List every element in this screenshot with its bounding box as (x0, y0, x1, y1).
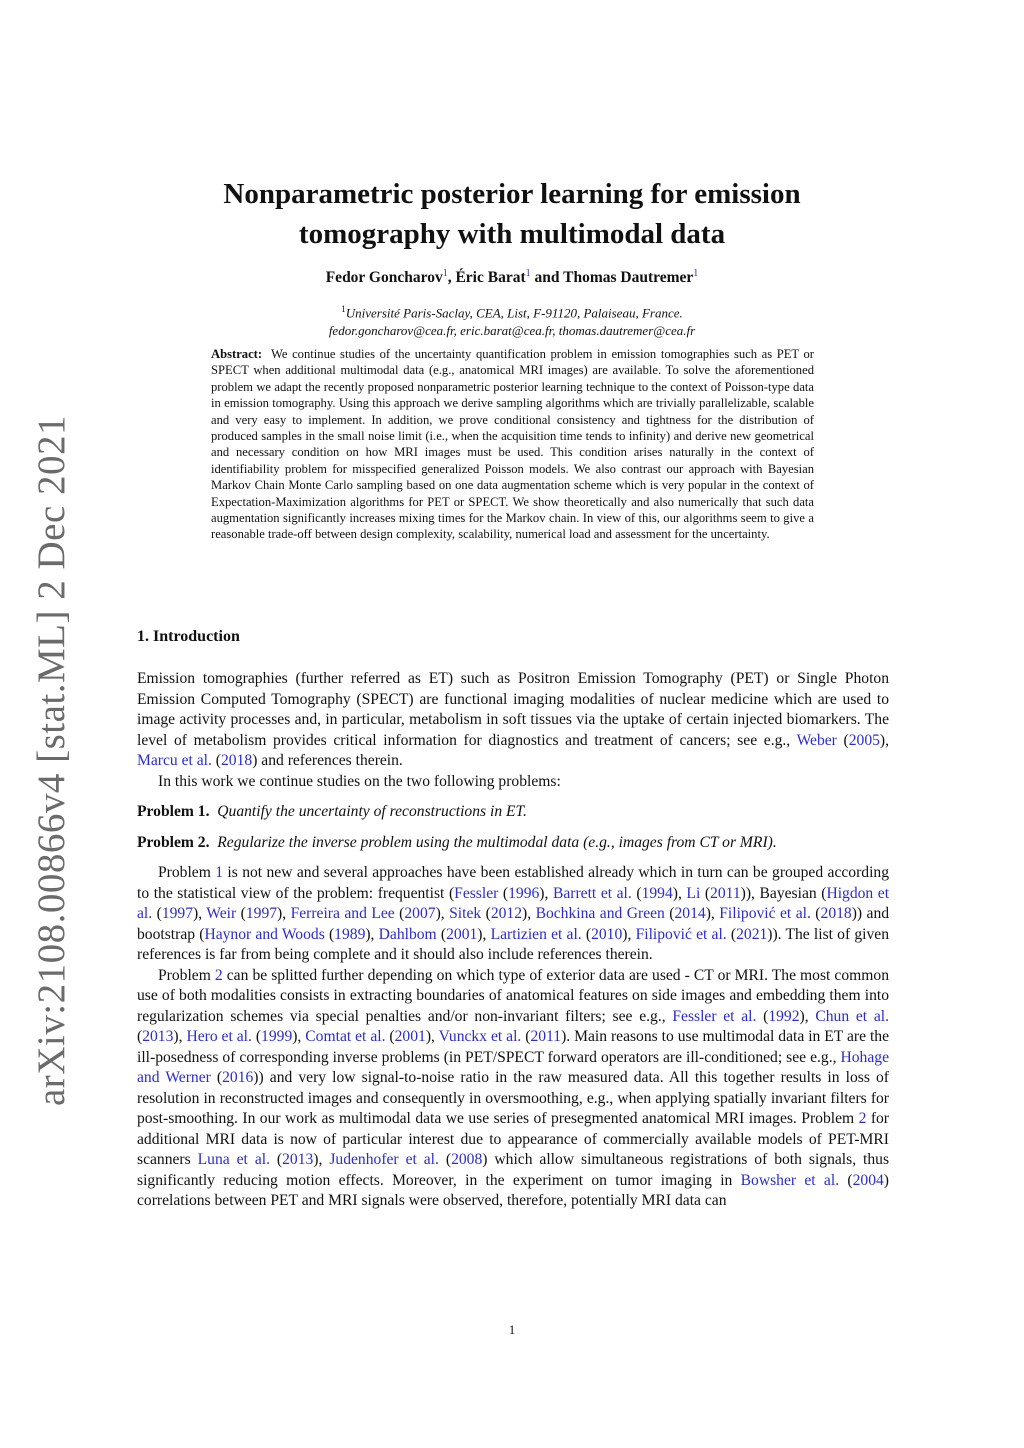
citation-link[interactable]: Barrett et al. (552, 884, 632, 902)
text-run: is not new and several approaches have been established already which in turn can be grouped according to the statistical view of the problem: frequentist ( (137, 864, 889, 902)
citation-link[interactable]: Hohage and Werner (137, 1048, 889, 1086)
citation-link[interactable]: 1996 (508, 884, 540, 902)
citation-link[interactable]: 2012 (490, 905, 523, 922)
text-run: ), (435, 905, 450, 922)
author-1: Fedor Goncharov (325, 269, 443, 287)
text-run: ( (394, 905, 405, 922)
paragraph-1 (137, 669, 889, 772)
text-run: ( (810, 905, 821, 922)
text-run: Emission tomographies (further referred as ET) such as Positron Emission Tomography (PET) or Single Photon Emission Computed Tomography (SPECT) are functional imaging modalities of nuclear medicine which are used to image activity processes and, in particular, metabolism in soft tissues via the uptake of certain injected biomarkers. The level of metabolism provides critical information for diagnostics and treatment of cancers; see e.g., (137, 670, 889, 749)
paragraph-3 (137, 863, 889, 966)
text-run: ), (365, 925, 379, 943)
affiliation (120, 300, 904, 340)
problem-reference-link[interactable]: 2 (214, 966, 223, 984)
text-run: ( (664, 905, 675, 922)
author-2: Éric Barat (455, 269, 526, 287)
text-run: ), (173, 1028, 187, 1045)
problem-reference-link[interactable]: 2 (858, 1110, 867, 1127)
text-run: )) and very low signal-to-noise ratio in the raw measured data. All this together results in loss of resolution in reconstructed images and consequently in oversmoothing, e.g., when applying spatially invariant filters for post-smoothing. In our work as multimodal data we use series of presegmented anatomical MRI images. Problem (137, 1069, 889, 1127)
text-run: ( (385, 1028, 395, 1045)
text-run: ( (211, 752, 221, 769)
citation-link[interactable]: Comtat et al. (305, 1028, 386, 1045)
problem-2-text: Regularize the inverse problem using the multimodal data (e.g., images from CT or MRI). (217, 833, 777, 851)
citation-link[interactable]: 2021 (736, 925, 768, 943)
problem-2-label: Problem 2. (137, 833, 210, 851)
citation-link[interactable]: Bowsher et al. (740, 1171, 840, 1189)
text-run: ( (324, 925, 335, 943)
affiliation-marker: 1 (341, 304, 346, 314)
citation-link[interactable]: Higdon et al. (137, 884, 890, 922)
arxiv-identifier: arXiv:2108.00866v4 [stat.ML] 2 Dec 2021 (30, 414, 74, 1106)
citation-link[interactable]: 2007 (404, 905, 436, 922)
text-run: ( (726, 925, 737, 943)
text-run: ), (879, 731, 890, 749)
author-list (120, 268, 904, 287)
citation-link[interactable]: Lartizien et al. (490, 925, 582, 943)
text-run: ( (152, 905, 162, 922)
paper-title (120, 174, 904, 254)
citation-link[interactable]: Bochkina and Green (535, 905, 665, 922)
author-2-affil[interactable]: 1 (525, 268, 531, 279)
citation-link[interactable]: 1989 (334, 925, 366, 943)
text-run: ), (313, 1151, 330, 1168)
text-run: ), (705, 905, 720, 922)
text-run: ( (521, 1028, 531, 1045)
problem-reference-link[interactable]: 1 (215, 864, 224, 881)
text-run: can be splitted further depending on which type of exterior data are used - CT or MRI. The most common use of both modalities consists in extracting boundaries of anatomical features on side images and embedding them into regularization schemes via special penalties and/or non-invariant filters; see e.g., (137, 966, 889, 1025)
paragraph-2: In this work we continue studies on the two following problems: (158, 772, 561, 790)
citation-link[interactable]: Weber (796, 731, 837, 749)
text-run: ( (269, 1151, 283, 1168)
text-run: Problem (158, 864, 216, 881)
author-1-affil[interactable]: 1 (442, 268, 448, 279)
citation-link[interactable]: Dahlbom (378, 925, 437, 943)
citation-link[interactable]: Chun et al. (815, 1007, 889, 1025)
problem-1-text: Quantify the uncertainty of reconstructions in ET. (217, 803, 527, 820)
citation-link[interactable]: 1992 (768, 1007, 800, 1025)
problem-1 (137, 802, 889, 823)
citation-link[interactable]: Ferreira and Lee (290, 905, 395, 922)
citation-link[interactable]: 2013 (282, 1151, 314, 1168)
affiliation-emails: fedor.goncharov@cea.fr, eric.barat@cea.fr, thomas.dautremer@cea.fr (328, 323, 696, 339)
text-run: ( (481, 905, 491, 922)
text-run: ), (799, 1007, 816, 1025)
text-run: ), (522, 905, 536, 922)
text-run: ), (672, 884, 687, 902)
text-run: ), (477, 925, 491, 943)
problem-2 (137, 833, 889, 854)
abstract (211, 346, 814, 543)
problem-1-label: Problem 1. (137, 803, 210, 820)
citation-link[interactable]: 2011 (530, 1028, 562, 1045)
text-run: )), Bayesian ( (740, 884, 827, 902)
abstract-text: We continue studies of the uncertainty quantification problem in emission tomographies such as PET or SPECT when additional multimodal data (e.g., anatomical MRI images) are available. To solve the aforementioned problem we adapt the recently proposed nonparametric posterior learning technique to the context of Poisson-type data in emission tomography. Using this approach we derive sampling algorithms which are trivially parallelizable, scalable and very easy to implement. In addition, we prove conditional consistency and tightness for the distribution of produced samples in the small noise limit (i.e., when the acquisition time tends to infinity) and derive new geometrical and necessary condition on how MRI images must be used. This condition arises naturally in the context of identifiability problem for misspecified generalized Poisson models. We also contrast our approach with Bayesian Markov Chain Monte Carlo sampling based on one data augmentation scheme which is very popular in the context of Expectation-Maximization algorithms for PET or SPECT. We show theoretically and also numerically that such data augmentation significantly increases mixing times for the Markov chain. In view of this, our algorithms seem to give a reasonable trade-off between design complexity, scalability, numerical load and assessment for the uncertainty. (211, 347, 814, 542)
citation-link[interactable]: 2008 (451, 1151, 483, 1168)
text-run: ) and references therein. (252, 752, 403, 769)
text-run: ), (277, 905, 291, 922)
text-run: for additional MRI data is now of particular interest due to appearance of commercially available models of PET-MRI scanners (137, 1110, 890, 1168)
text-run: ) which allow simultaneous registrations of both signals, thus significantly reducing motion effects. Moreover, in the experiment on tumor imaging in (137, 1151, 890, 1189)
citation-link[interactable]: Hero et al. (186, 1028, 252, 1045)
citation-link[interactable]: 1999 (261, 1028, 293, 1045)
citation-link[interactable]: Filipović et al. (635, 925, 727, 943)
text-run: ) correlations between PET and MRI signals were observed, therefore, potentially MRI data can (137, 1171, 889, 1209)
citation-link[interactable]: Sitek (449, 905, 482, 922)
text-run: ), (425, 1028, 439, 1045)
citation-link[interactable]: 2016 (222, 1069, 254, 1086)
text-run: ( (700, 884, 711, 902)
text-run: ). Main reasons to use multimodal data in ET are the ill-posedness of corresponding inverse problems (in PET/SPECT forward operators are ill-conditioned; see e.g., (137, 1028, 890, 1066)
author-3: Thomas Dautremer (563, 269, 694, 287)
text-run: ( (137, 1028, 143, 1045)
citation-link[interactable]: Filipović et al. (719, 905, 811, 922)
citation-link[interactable]: 2014 (674, 905, 706, 922)
citation-link[interactable]: 1997 (161, 905, 193, 922)
citation-link[interactable]: 2013 (142, 1028, 174, 1045)
citation-link[interactable]: Fessler (454, 884, 499, 902)
text-run: ), (622, 925, 636, 943)
text-run: ( (251, 1028, 262, 1045)
citation-link[interactable]: Weir (206, 905, 237, 922)
citation-link[interactable]: 1994 (641, 884, 673, 902)
citation-link[interactable]: Vunckx et al. (438, 1028, 522, 1045)
title-line-1: Nonparametric posterior learning for emission (223, 178, 801, 210)
citation-link[interactable]: 2011 (710, 884, 741, 902)
text-run: ), (193, 905, 207, 922)
affiliation-institution: Université Paris-Saclay, CEA, List, F-91120, Palaiseau, France. (345, 305, 683, 321)
text-run: Problem (158, 966, 215, 984)
text-run: ), (292, 1028, 306, 1045)
citation-link[interactable]: 2018 (221, 752, 253, 769)
citation-link[interactable]: 1997 (245, 905, 278, 922)
text-run: ( (836, 731, 849, 749)
main-body-text (137, 669, 889, 1212)
citation-link[interactable]: 2001 (446, 925, 478, 943)
citation-link[interactable]: 2018 (820, 905, 852, 922)
title-line-2: tomography with multimodal data (298, 218, 726, 250)
citation-link[interactable]: 2010 (591, 925, 623, 943)
text-run: ( (839, 1171, 853, 1189)
abstract-label: Abstract: (211, 347, 263, 361)
text-run: ( (631, 884, 642, 902)
text-run: ( (581, 925, 592, 943)
text-run: ( (210, 1069, 223, 1086)
citation-link[interactable]: Judenhofer et al. (329, 1151, 439, 1168)
author-separator: , (447, 269, 452, 287)
citation-link[interactable]: 2001 (394, 1028, 426, 1045)
citation-link[interactable]: Li (686, 884, 701, 902)
text-run: ( (438, 1151, 452, 1168)
text-run: ( (756, 1007, 769, 1025)
author-3-affil[interactable]: 1 (693, 268, 699, 279)
citation-link[interactable]: Fessler et al. (672, 1007, 757, 1025)
text-run: )) and bootstrap ( (137, 905, 890, 943)
paragraph-4 (137, 966, 889, 1212)
author-and: and (534, 269, 560, 287)
text-run: ( (498, 884, 509, 902)
text-run: ( (236, 905, 246, 922)
text-run: ), (539, 884, 553, 902)
arxiv-sidebar-stamp (22, 414, 82, 1106)
section-heading-introduction: 1. Introduction (137, 628, 240, 645)
citation-link[interactable]: 2005 (848, 731, 880, 749)
page-number: 1 (508, 1322, 516, 1337)
citation-link[interactable]: Haynor and Woods (204, 925, 325, 943)
citation-link[interactable]: 2004 (852, 1171, 884, 1189)
citation-link[interactable]: Marcu et al. (137, 752, 212, 769)
citation-link[interactable]: Luna et al. (197, 1151, 270, 1168)
text-run: )). The list of given references is far from being complete and it should also include references therein. (137, 925, 890, 963)
text-run: ( (436, 925, 447, 943)
